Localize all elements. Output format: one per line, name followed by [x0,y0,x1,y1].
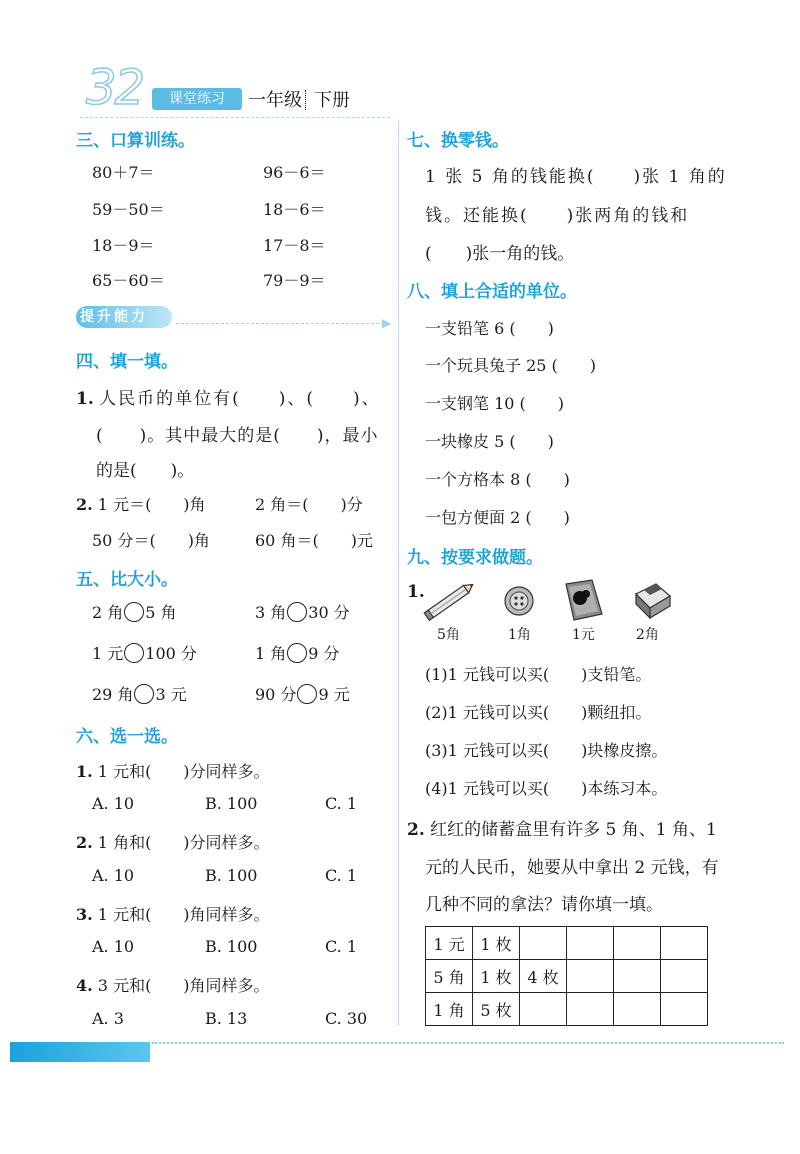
question-text: 1 元＝( )角 [97,495,206,514]
table-cell: 1 枚 [473,927,520,960]
compare-item: 2 角 5 角 [92,603,177,622]
calc-item: 80＋7＝ [92,163,155,182]
table-cell[interactable]: 4 枚 [520,960,567,993]
price-label: 1角 [508,627,531,643]
unit-item: 一包方便面 2 ( ) [425,508,570,527]
section-8-title: 八、填上合适的单位。 [407,282,577,302]
header-volume: 下册 [314,90,350,111]
table-cell[interactable] [567,927,614,960]
eraser-icon [630,580,674,622]
choice-option[interactable]: B. 100 [205,937,258,956]
table-row [426,993,708,1026]
unit-item: 一个玩具兔子 25 ( ) [425,356,597,375]
section-7-title: 七、换零钱。 [407,131,509,151]
question-text: 50 分＝( )角 [92,531,210,550]
question-text: 元的人民币，她要从中拿出 2 元钱，有 [425,858,719,878]
choice-question: 1. 1 元和( )分同样多。 [76,762,270,781]
choice-option[interactable]: A. 10 [92,937,135,956]
section-3-title: 三、口算训练。 [76,131,195,151]
unit-item: 一块橡皮 5 ( ) [425,432,554,451]
table-cell[interactable] [614,927,661,960]
calc-item: 18－6＝ [263,200,326,219]
compare-item: 90 分 9 元 [255,685,350,704]
compare-circle[interactable] [287,602,307,622]
table-cell: 1 元 [426,927,473,960]
table-cell[interactable] [520,927,567,960]
table-cell[interactable] [661,960,708,993]
notebook-icon [560,578,606,622]
column-divider [398,120,399,1025]
compare-item: 3 角 30 分 [255,603,350,622]
question-number: 1. [407,582,425,602]
compare-item: 29 角 3 元 [92,685,187,704]
table-cell: 5 角 [426,960,473,993]
choice-option[interactable]: C. 1 [325,794,358,813]
table-cell[interactable] [661,927,708,960]
exchange-text: 钱。还能换( )张两角的钱和 [425,206,690,226]
compare-circle[interactable] [297,684,317,704]
unit-item: 一个方格本 8 ( ) [425,470,570,489]
compare-circle[interactable] [134,684,154,704]
header-tag: 课堂练习 [152,88,242,110]
arrow-right-icon: ▶ [382,316,392,330]
compare-circle[interactable] [287,643,307,663]
table-cell[interactable] [567,993,614,1026]
calc-item: 59－50＝ [92,200,165,219]
question-text: 人民币的单位有( )、( )、 [99,389,381,409]
sub-question: (2)1 元钱可以买( )颗纽扣。 [425,703,652,722]
coin-combination-table [425,926,708,1026]
section-5-title: 五、比大小。 [76,570,178,590]
table-cell[interactable] [661,993,708,1026]
question-text: 几种不同的拿法？请你填一填。 [425,895,663,915]
table-cell[interactable] [614,960,661,993]
price-label: 1元 [572,627,595,643]
question-text: ( )。其中最大的是( )，最小 [96,426,379,446]
question-text: 60 角＝( )元 [255,531,373,550]
choice-option[interactable]: B. 100 [205,866,258,885]
table-cell[interactable] [614,993,661,1026]
price-label: 5角 [437,627,460,643]
choice-option[interactable]: B. 13 [205,1009,248,1028]
choice-option[interactable]: A. 10 [92,866,135,885]
table-cell[interactable] [520,993,567,1026]
sub-question: (3)1 元钱可以买( )块橡皮擦。 [425,741,668,760]
header-grade: 一年级 [248,90,302,111]
choice-option[interactable]: C. 1 [325,937,358,956]
pencil-icon [420,578,480,624]
choice-option[interactable]: B. 100 [205,794,258,813]
choice-question: 4. 3 元和( )角同样多。 [76,976,270,995]
compare-item: 1 元 100 分 [92,644,197,663]
section-9-title: 九、按要求做题。 [407,548,543,568]
question-number: 2. [76,495,93,514]
unit-item: 一支铅笔 6 ( ) [425,319,554,338]
button-icon [502,584,536,618]
choice-question: 2. 1 角和( )分同样多。 [76,833,270,852]
table-row [426,960,708,993]
calc-item: 65－60＝ [92,271,165,290]
choice-option[interactable]: C. 30 [325,1009,368,1028]
sub-question: (1)1 元钱可以买( )支铅笔。 [425,665,652,684]
question-1 [76,384,381,409]
compare-circle[interactable] [124,643,144,663]
question-text: 的是( )。 [96,461,195,481]
calc-item: 18－9＝ [92,236,155,255]
unit-item: 一支钢笔 10 ( ) [425,394,565,413]
header-separator [305,90,306,110]
section-4-title: 四、填一填。 [76,352,178,372]
choice-option[interactable]: C. 1 [325,866,358,885]
exchange-text: 1 张 5 角的钱能换( )张 1 角的 [425,167,727,187]
calc-item: 17－8＝ [263,236,326,255]
choice-option[interactable]: A. 3 [92,1009,124,1028]
section-6-title: 六、选一选。 [76,727,178,747]
question-text: 2 角＝( )分 [255,495,363,514]
page-number: 32 [86,60,144,116]
footer-dotted-line [152,1042,784,1044]
footer-bar [10,1042,150,1062]
calc-item: 79－9＝ [263,271,326,290]
table-row [426,927,708,960]
ability-banner-label: 提升能力 [80,309,148,325]
table-cell[interactable] [567,960,614,993]
table-cell: 1 枚 [473,960,520,993]
choice-option[interactable]: A. 10 [92,794,135,813]
question-number: 1. [76,389,94,409]
header-divider [80,117,390,118]
compare-circle[interactable] [124,602,144,622]
compare-item: 1 角 9 分 [255,644,340,663]
table-cell: 5 枚 [473,993,520,1026]
sub-question: (4)1 元钱可以买( )本练习本。 [425,779,668,798]
choice-question: 3. 1 元和( )角同样多。 [76,905,270,924]
banner-dashed-line [176,323,384,324]
calc-item: 96－6＝ [263,163,326,182]
price-label: 2角 [636,627,659,643]
question-2 [76,492,206,515]
question-2: 2. 红红的储蓄盒里有许多 5 角、1 角、1 [407,820,717,840]
exchange-text: ( )张一角的钱。 [425,244,575,264]
table-cell: 1 角 [426,993,473,1026]
